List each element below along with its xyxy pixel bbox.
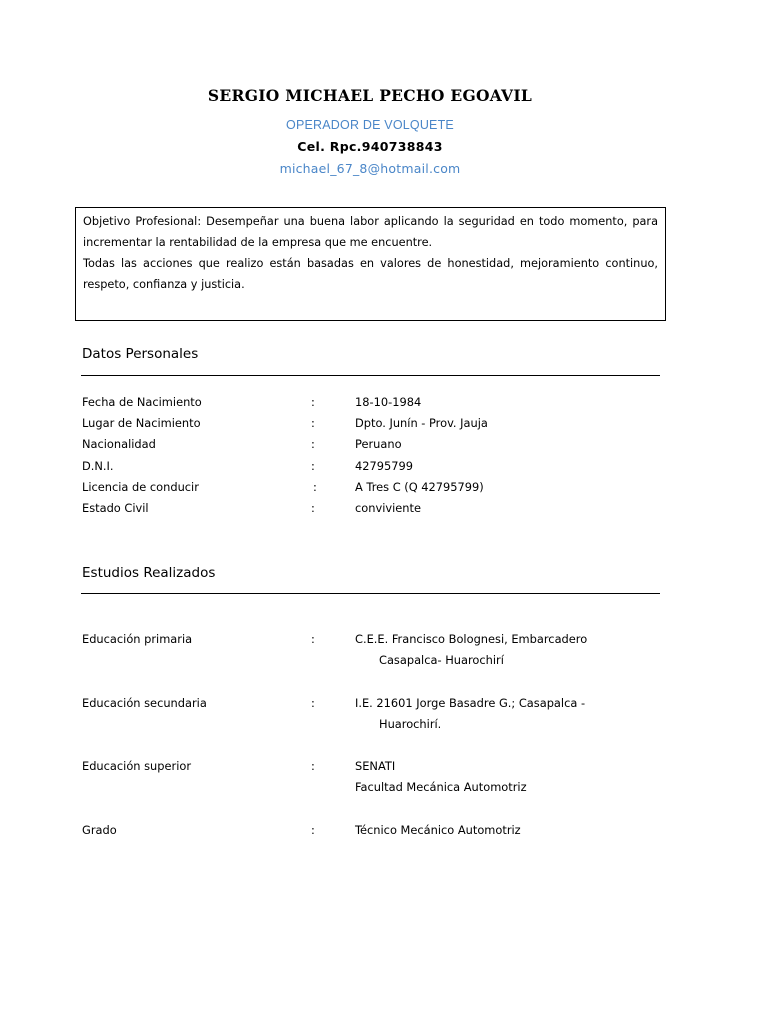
section-title-personal: Datos Personales <box>82 346 199 362</box>
field-separator: : <box>311 437 315 451</box>
field-separator: : <box>311 459 315 473</box>
field-separator: : <box>311 501 315 515</box>
field-value: A Tres C (Q 42795799) <box>355 480 484 494</box>
objective-text: Objetivo Profesional: Desempeñar una buena labor aplicando la seguridad en todo momento, para incrementar la rentabilidad de la empresa que me encuentre. <box>83 215 658 249</box>
field-value: Dpto. Junín - Prov. Jauja <box>355 416 488 430</box>
field-value: Peruano <box>355 437 402 451</box>
field-value-continued: Facultad Mecánica Automotriz <box>355 780 527 794</box>
field-label: Nacionalidad <box>82 437 156 451</box>
objective-values-text: Todas las acciones que realizo están basadas en valores de honestidad, mejoramiento continuo, respeto, confianza y justicia. <box>83 257 658 291</box>
field-value: I.E. 21601 Jorge Basadre G.; Casapalca - <box>355 696 586 710</box>
field-value: conviviente <box>355 501 421 515</box>
objective-box <box>75 207 666 321</box>
field-value: Técnico Mecánico Automotriz <box>355 823 521 837</box>
field-label: Lugar de Nacimiento <box>82 416 201 430</box>
candidate-name: SERGIO MICHAEL PECHO EGOAVIL <box>207 86 533 105</box>
field-separator: : <box>311 696 315 710</box>
field-separator: : <box>311 395 315 409</box>
field-separator: : <box>311 823 315 837</box>
field-value: SENATI <box>355 759 396 773</box>
field-label: Educación secundaria <box>82 696 207 710</box>
field-label: Grado <box>82 823 117 837</box>
phone-number: Cel. Rpc.940738843 <box>297 139 443 154</box>
field-label: Educación superior <box>82 759 192 773</box>
job-title: OPERADOR DE VOLQUETE <box>286 118 454 132</box>
field-value: C.E.E. Francisco Bolognesi, Embarcadero <box>355 632 588 646</box>
section-title-studies: Estudios Realizados <box>82 565 216 581</box>
field-separator: : <box>313 480 317 494</box>
section-divider-studies <box>81 593 660 594</box>
field-value: 42795799 <box>355 459 413 473</box>
field-label: Educación primaria <box>82 632 193 646</box>
field-value: 18-10-1984 <box>355 395 422 409</box>
field-separator: : <box>311 416 315 430</box>
field-value-continued: Huarochirí. <box>379 717 442 731</box>
field-label: D.N.I. <box>82 459 114 473</box>
field-label: Fecha de Nacimiento <box>82 395 202 409</box>
field-separator: : <box>311 632 315 646</box>
field-value-continued: Casapalca- Huarochirí <box>379 653 504 667</box>
section-divider-personal <box>81 375 660 376</box>
field-label: Licencia de conducir <box>82 480 199 494</box>
email-address[interactable]: michael_67_8@hotmail.com <box>279 161 461 176</box>
field-separator: : <box>311 759 315 773</box>
field-label: Estado Civil <box>82 501 149 515</box>
